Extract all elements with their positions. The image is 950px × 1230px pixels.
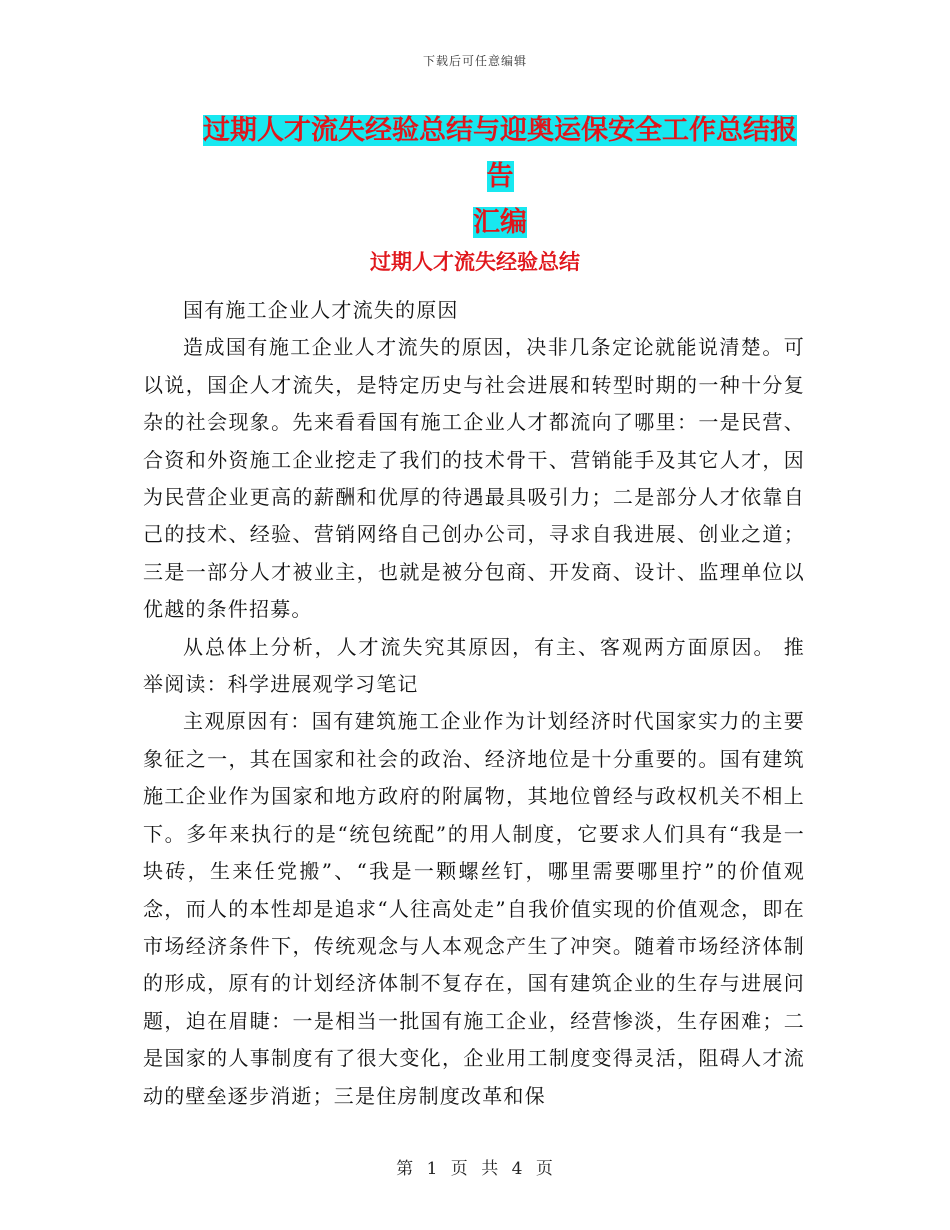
document-title-line-2: 汇编	[473, 207, 527, 238]
body-text	[143, 292, 805, 1115]
paragraph: 从总体上分析，人才流失究其原因，有主、客观两方面原因。 推举阅读：科学进展观学习笔记	[143, 634, 805, 697]
paragraph-heading: 国有施工企业人才流失的原因	[183, 298, 459, 322]
paragraph: 主观原因有：国有建筑施工企业作为计划经济时代国家实力的主要象征之一，其在国家和社会的政治、经济地位是十分重要的。国有建筑施工企业作为国家和地方政府的附属物，其地位曾经与政权机关不相上下。多年来执行的是“统包统配”的用人制度，它要求人们具有“我是一块砖，生来任党搬”、“我是一颗螺丝钉，哪里需要哪里拧”的价值观念，而人的本性却是追求“人往高处走”自我价值实现的价值观念，即在市场经济条件下，传统观念与人本观念产生了冲突。随着市场经济体制的形成，原有的计划经济体制不复存在，国有建筑企业的生存与进展问题，迫在眉睫：一是相当一批国有施工企业，经营惨淡，生存困难；二是国家的人事制度有了很大变化，企业用工制度变得灵活，阻碍人才流动的壁垒逐步消逝；三是住房制度改革和保	[143, 709, 805, 1108]
paragraph: 造成国有施工企业人才流失的原因，决非几条定论就能说清楚。可以说，国企人才流失，是特定历史与社会进展和转型时期的一种十分复杂的社会现象。先来看看国有施工企业人才都流向了哪里：一是民营、合资和外资施工企业挖走了我们的技术骨干、营销能手及其它人才，因为民营企业更高的薪酬和优厚的待遇最具吸引力；二是部分人才依靠自己的技术、经验、营销网络自己创办公司，寻求自我进展、创业之道；三是一部分人才被业主，也就是被分包商、开发商、设计、监理单位以优越的条件招募。	[143, 335, 805, 622]
page-footer: 第 1 页 共 4 页	[396, 1159, 554, 1179]
header-note: 下载后可任意编辑	[422, 54, 527, 68]
document-title	[190, 108, 810, 246]
document-title-line-1: 过期人才流失经验总结与迎奥运保安全工作总结报告	[203, 115, 797, 192]
section-title: 过期人才流失经验总结	[370, 250, 580, 274]
